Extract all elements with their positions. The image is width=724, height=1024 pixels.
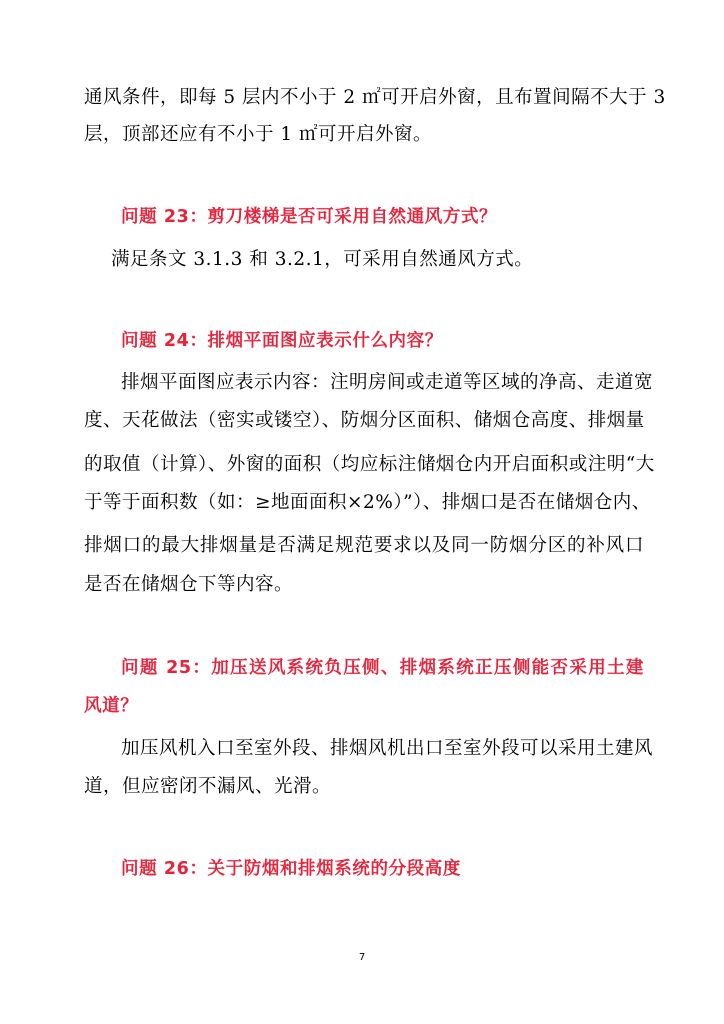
question-24-heading: 问题 24：排烟平面图应表示什么内容？ [121,331,443,351]
paragraph-line: 通风条件，即每 5 层内不小于 2 ㎡可开启外窗，且布置间隔不大于 3 [84,87,666,108]
answer-24-line: 排烟口的最大排烟量是否满足规范要求以及同一防烟分区的补风口 [84,535,644,556]
answer-24-line: 于等于面积数（如：≥地面面积×2%）”）、排烟口是否在储烟仓内、 [84,492,651,513]
question-26-heading: 问题 26：关于防烟和排烟系统的分段高度 [121,859,461,879]
answer-23-text: 满足条文 3.1.3 和 3.2.1，可采用自然通风方式。 [111,249,534,270]
answer-25-line: 道，但应密闭不漏风、光滑。 [84,776,332,797]
question-25-heading: 问题 25：加压送风系统负压侧、排烟系统正压侧能否采用土建 [121,658,644,678]
answer-25-line: 加压风机入口至室外段、排烟风机出口至室外段可以采用土建风 [121,738,654,759]
answer-24-line: 的取值（计算）、外窗的面积（均应标注储烟仓内开启面积或注明“大 [84,454,655,475]
question-23-heading: 问题 23：剪刀楼梯是否可采用自然通风方式？ [121,207,498,227]
answer-24-line: 度、天花做法（密实或镂空）、防烟分区面积、储烟仓高度、排烟量 [84,410,645,431]
page-number: 7 [358,952,366,963]
answer-24-line: 是否在储烟仓下等内容。 [84,574,294,595]
paragraph-line: 层，顶部还应有不小于 1 ㎡可开启外窗。 [84,124,433,145]
answer-24-line: 排烟平面图应表示内容：注明房间或走道等区域的净高、走道宽 [121,372,654,393]
question-25-heading-continued: 风道？ [84,696,139,716]
